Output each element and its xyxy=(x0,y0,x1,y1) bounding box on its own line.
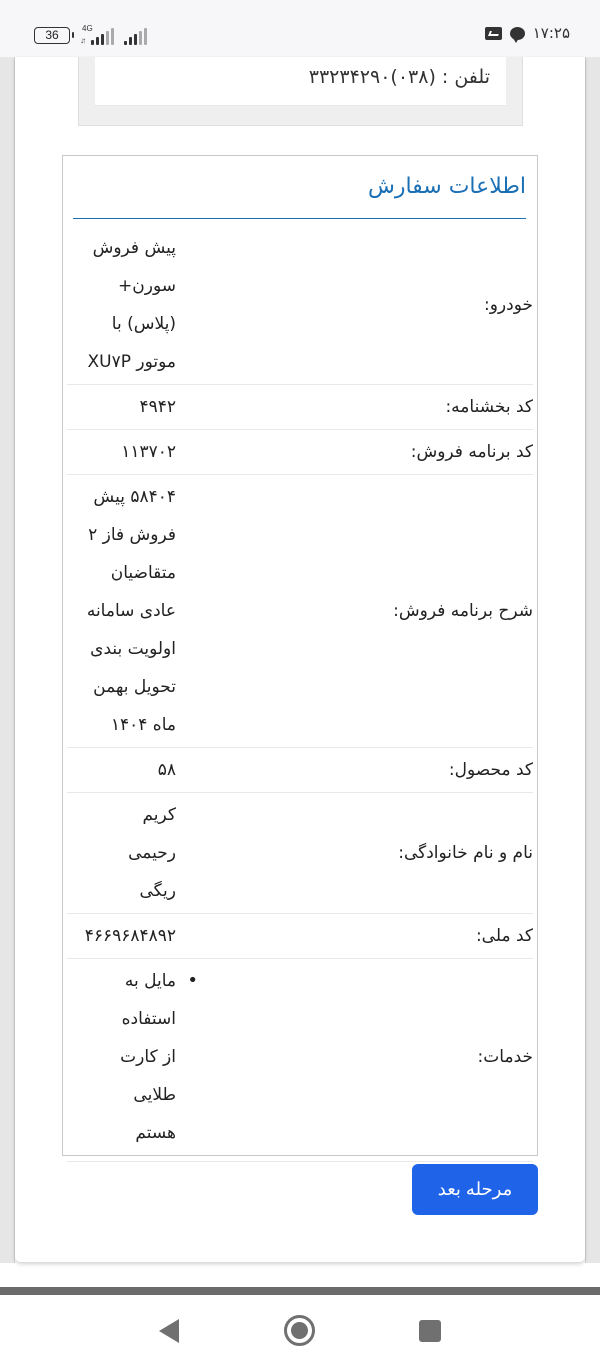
full-name-label: نام و نام خانوادگی: xyxy=(398,843,533,863)
row-services xyxy=(67,959,533,1162)
row-sales-plan-code xyxy=(67,430,533,475)
order-details-table xyxy=(67,226,533,1162)
system-divider xyxy=(0,1287,600,1295)
product-code-label: کد محصول: xyxy=(448,760,533,780)
services-label: خدمات: xyxy=(477,1047,533,1067)
value-line: ریگی xyxy=(139,881,176,901)
value-line: ۱۱۳۷۰۲ xyxy=(121,442,176,462)
sales-plan-code-label: کد برنامه فروش: xyxy=(410,442,533,462)
product-code-value xyxy=(66,748,176,792)
value-line: پیش فروش xyxy=(92,238,176,258)
row-national-id xyxy=(67,914,533,959)
order-info-section xyxy=(62,155,538,1156)
page-gutter-right xyxy=(585,57,600,1263)
value-line: از کارت xyxy=(120,1047,176,1067)
row-circular-code xyxy=(67,385,533,430)
signal-sim1-icon xyxy=(91,27,114,45)
sales-plan-code-value xyxy=(66,430,176,474)
sales-plan-description-value xyxy=(66,475,176,747)
value-line: ۴۹۴۲ xyxy=(139,397,176,417)
national-id-label: کد ملی: xyxy=(475,926,533,946)
value-line: ماه ۱۴۰۴ xyxy=(110,715,176,735)
next-step-button[interactable]: مرحله بعد xyxy=(412,1164,538,1215)
circular-code-label: کد بخشنامه: xyxy=(445,397,533,417)
value-line: (پلاس) با xyxy=(111,314,176,334)
data-arrows-icon: ↓↑ xyxy=(80,36,84,45)
status-right xyxy=(485,24,570,42)
sales-plan-description-label: شرح برنامه فروش: xyxy=(393,601,533,621)
recent-apps-icon[interactable] xyxy=(419,1320,441,1342)
value-line: طلایی xyxy=(133,1085,176,1105)
status-bar xyxy=(0,0,600,57)
value-line: کریم xyxy=(142,805,176,825)
value-line: عادی سامانه xyxy=(86,601,176,621)
value-line: اولویت بندی xyxy=(90,639,176,659)
section-title: اطلاعات سفارش xyxy=(367,174,526,199)
value-line: استفاده xyxy=(121,1009,176,1029)
services-list xyxy=(66,962,176,1152)
value-line: ۵۸۴۰۴ پیش xyxy=(93,487,176,507)
page-gutter-left xyxy=(0,57,15,1263)
national-id-value xyxy=(58,914,176,958)
message-notification-icon xyxy=(485,27,502,40)
network-type: 4G xyxy=(82,24,93,33)
value-line: رحیمی xyxy=(128,843,176,863)
value-line: ۴۶۶۹۶۸۴۸۹۲ xyxy=(84,926,176,946)
car-value xyxy=(66,226,176,384)
title-divider xyxy=(73,218,526,219)
chat-notification-icon xyxy=(510,27,525,40)
value-line: هستم xyxy=(135,1123,176,1143)
car-label: خودرو: xyxy=(483,295,533,315)
full-name-value xyxy=(66,793,176,913)
row-full-name xyxy=(67,793,533,914)
dealer-info-box xyxy=(78,57,523,126)
value-line: متقاضیان xyxy=(110,563,176,583)
row-sales-plan-description xyxy=(67,475,533,748)
value-line: • مایل به xyxy=(124,971,176,991)
clock: ۱۷:۲۵ xyxy=(532,24,570,42)
value-line: سورن+ xyxy=(118,276,176,296)
dealer-info-inner xyxy=(95,57,506,106)
system-nav-bar xyxy=(0,1295,600,1367)
value-line: فروش فاز ۲ xyxy=(88,525,176,545)
signal-sim2-icon xyxy=(124,27,147,45)
value-line: ۵۸ xyxy=(157,760,176,780)
dealer-phone: تلفن : (۰۳۸)۳۳۲۳۴۲۹۰ xyxy=(308,66,490,88)
battery-icon xyxy=(34,27,70,44)
battery-level: 36 xyxy=(45,28,59,42)
back-icon[interactable] xyxy=(159,1319,179,1343)
services-value xyxy=(66,959,176,1155)
service-item xyxy=(66,962,176,1152)
home-icon[interactable] xyxy=(284,1315,315,1346)
row-product-code xyxy=(67,748,533,793)
value-line: تحویل بهمن xyxy=(93,677,176,697)
value-line: موتور XU۷P xyxy=(87,352,176,372)
row-car xyxy=(67,226,533,385)
circular-code-value xyxy=(66,385,176,429)
